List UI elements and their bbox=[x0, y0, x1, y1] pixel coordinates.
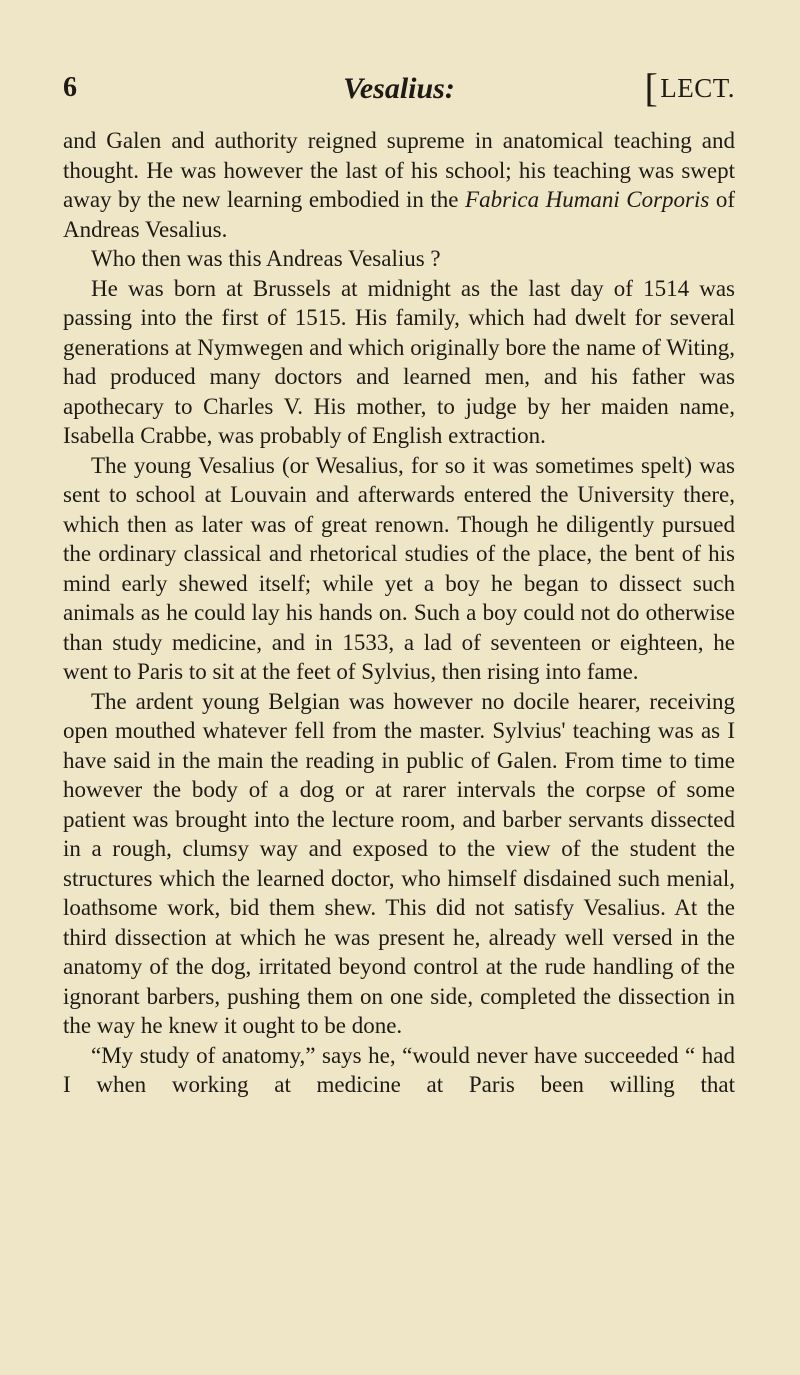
paragraph-question: Who then was this Andreas Vesalius ? bbox=[91, 246, 441, 271]
lecture-bracket: [ bbox=[644, 65, 659, 110]
paragraph-quote: “My study of anatomy,” says he, “would never have succeeded “ had I when working at medicine at Paris been willing that bbox=[63, 1042, 735, 1097]
running-title: Vesalius: bbox=[343, 72, 455, 105]
paragraph-schooling: The young Vesalius (or Wesalius, for so it was sometimes spelt) was sent to school at Louvain and afterwards entered the University there, which then as later was of great renown. Though he diligently pursued the ordinary classical and rhetorical studies of the place, the bent of his mind early shewed itself; while yet a boy he began to dissect such animals as he could lay his hands on. Such a boy could not do otherwise than study medicine, and in 1533, a lad of seventeen or eighteen, he went to Paris to sit at the feet of Sylvius, then rising into fame. bbox=[63, 452, 735, 684]
paragraph-sylvius: The ardent young Belgian was however no docile hearer, receiving open mouthed whatever fell from the master. Sylvius' teaching was as I have said in the main the reading in public of Galen. From time to time however the body of a dog or at rarer intervals the corpse of some patient was brought into the lecture room, and barber servants dissected in a rough, clumsy way and exposed to the view of the student the structures which the learned doctor, who himself disdained such menial, loathsome work, bid them shew. This did not satisfy Vesalius. At the third dissection at which he was present he, already well versed in the anatomy of the dog, irritated beyond control at the rude handling of the ignorant barbers, pushing them on one side, completed the dissection in the way he knew it ought to be done. bbox=[63, 688, 735, 1038]
paragraph-1-text-before: and Galen and authority reigned supreme in anatomical teaching and thought. He was however the last of his school; his teaching was swept away by the new learning embodied in the bbox=[63, 128, 735, 212]
paragraph-1-text-after: of Andreas Vesalius. bbox=[63, 187, 735, 242]
book-page bbox=[63, 65, 735, 1100]
page-header bbox=[63, 65, 735, 116]
lecture-label bbox=[644, 65, 735, 110]
page-number: 6 bbox=[63, 72, 77, 103]
paragraph-birth: He was born at Brussels at midnight as the last day of 1514 was passing into the first of 1515. His family, which had dwelt for several generations at Nymwegen and which originally bore the name of Witing, had produced many doctors and learned men, and his father was apothecary to Charles V. His mother, to judge by her maiden name, Isabella Crabbe, was probably of English extraction. bbox=[63, 275, 735, 448]
paragraph-continuation bbox=[63, 126, 735, 244]
lecture-label-text: LECT. bbox=[660, 73, 735, 103]
body-text bbox=[63, 126, 735, 1100]
book-title-italic: Fabrica Humani Corporis bbox=[465, 187, 710, 212]
